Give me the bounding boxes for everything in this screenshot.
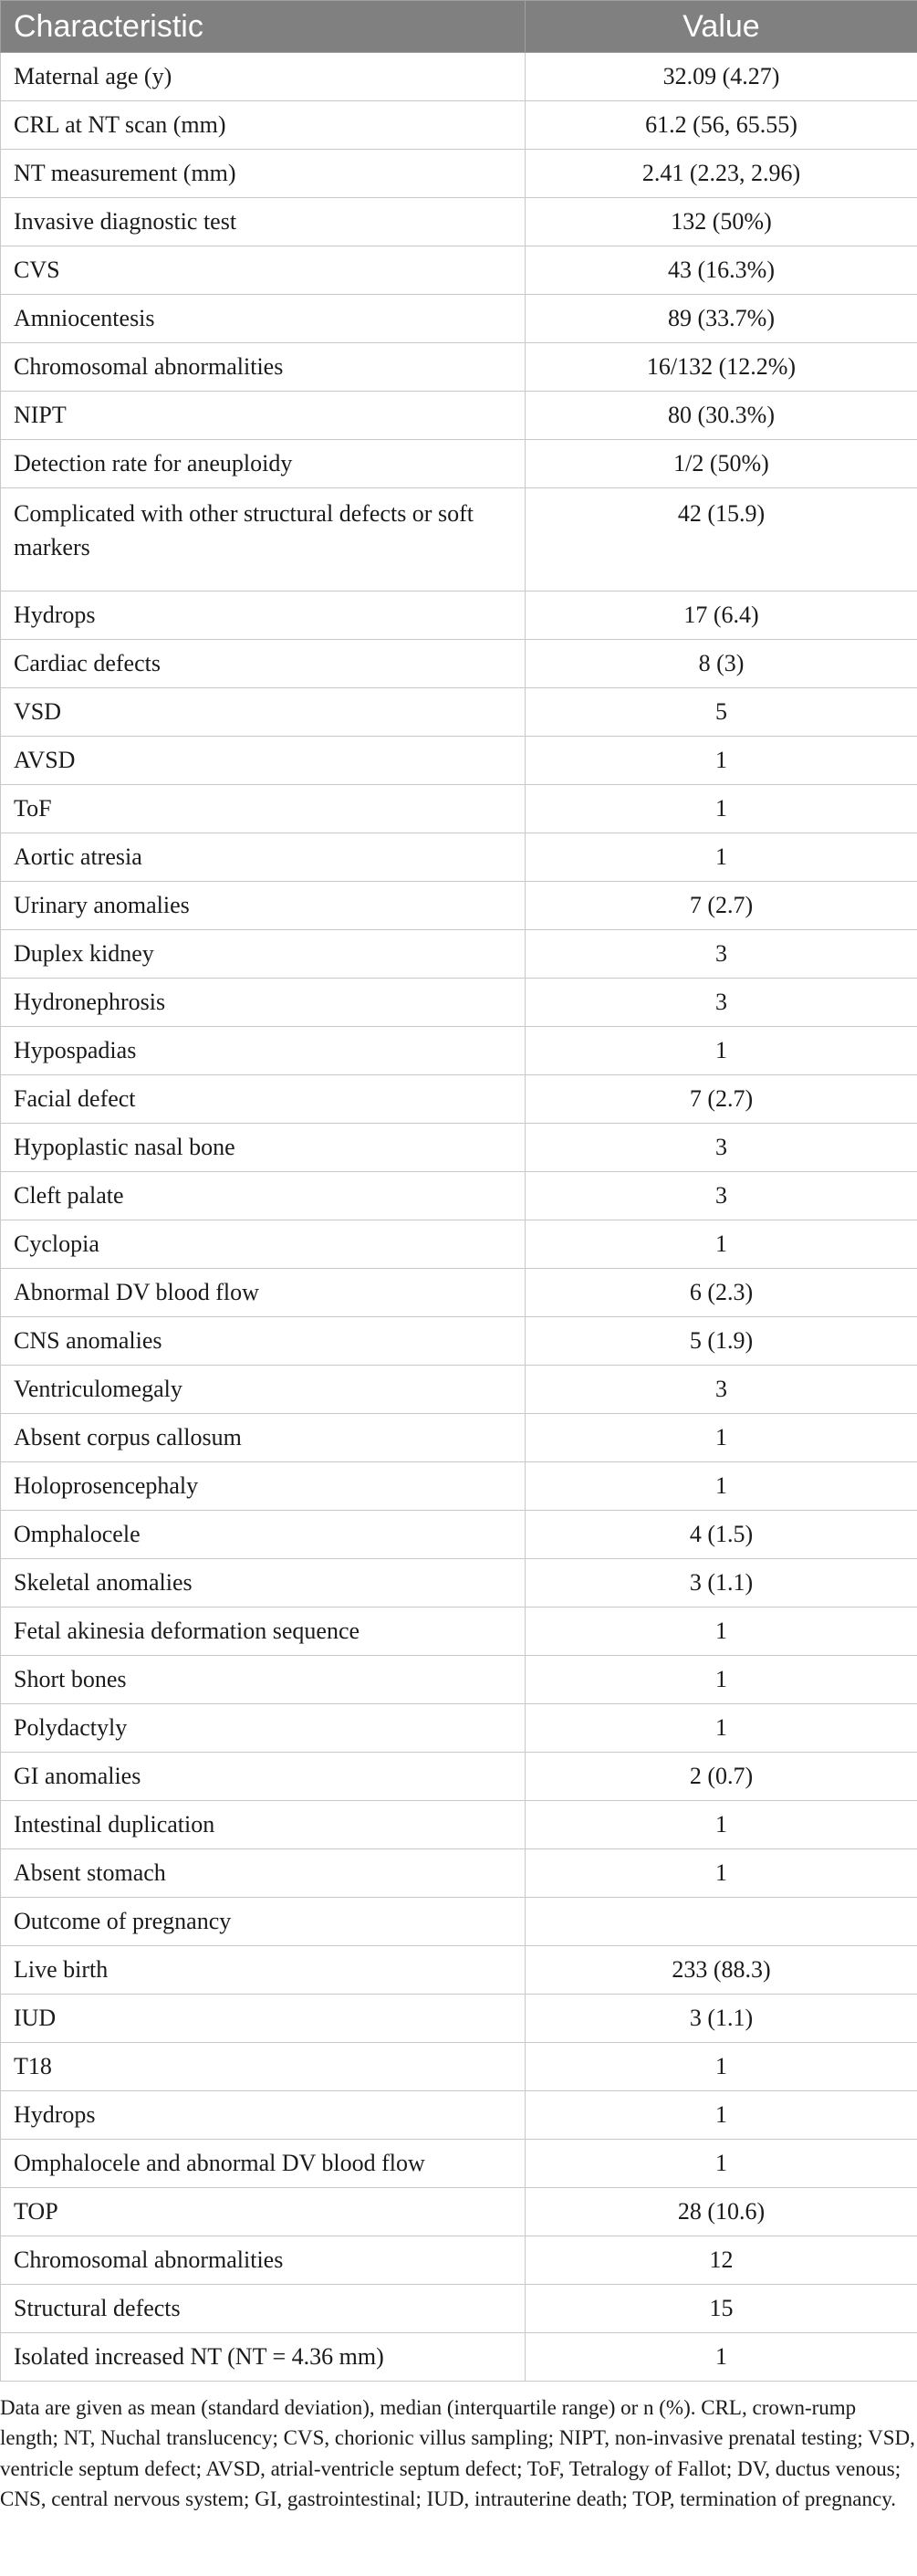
table-row [1,1559,917,1607]
value-cell: 1/2 (50%) [526,440,917,488]
characteristic-cell: Isolated increased NT (NT = 4.36 mm) [1,2333,526,2382]
value-cell: 89 (33.7%) [526,295,917,343]
characteristic-cell: Hypospadias [1,1027,526,1075]
table-row [1,1607,917,1656]
table-row [1,1849,917,1898]
characteristic-cell: Hydronephrosis [1,979,526,1027]
table-row [1,1704,917,1753]
value-cell: 5 (1.9) [526,1317,917,1366]
table-row [1,53,917,101]
characteristic-cell: Fetal akinesia deformation sequence [1,1607,526,1656]
characteristic-cell: VSD [1,688,526,737]
table-row [1,930,917,979]
characteristic-cell: Complicated with other structural defects or soft markers [1,488,526,592]
header-characteristic: Characteristic [1,1,526,53]
characteristic-cell: Amniocentesis [1,295,526,343]
value-cell: 15 [526,2285,917,2333]
table-header [1,1,917,53]
table-row [1,1946,917,1995]
table-row [1,1366,917,1414]
table-row [1,488,917,592]
header-value: Value [526,1,917,53]
characteristic-cell: Omphalocele and abnormal DV blood flow [1,2140,526,2188]
characteristic-cell: ToF [1,785,526,833]
table-row [1,1414,917,1462]
characteristic-cell: Short bones [1,1656,526,1704]
value-cell: 1 [526,737,917,785]
value-cell: 42 (15.9) [526,488,917,592]
value-cell: 80 (30.3%) [526,392,917,440]
value-cell: 3 [526,979,917,1027]
value-cell: 1 [526,1704,917,1753]
characteristic-cell: Hydrops [1,592,526,640]
value-cell: 17 (6.4) [526,592,917,640]
value-cell: 233 (88.3) [526,1946,917,1995]
value-cell: 3 [526,1172,917,1220]
value-cell: 1 [526,1414,917,1462]
table-row [1,2043,917,2091]
table-row [1,2140,917,2188]
value-cell: 3 [526,1366,917,1414]
value-cell: 32.09 (4.27) [526,53,917,101]
table-row [1,833,917,882]
value-cell: 1 [526,2091,917,2140]
characteristic-cell: CNS anomalies [1,1317,526,1366]
table-row [1,198,917,246]
table-row [1,2236,917,2285]
table-row [1,1172,917,1220]
table-row [1,1656,917,1704]
characteristic-cell: Facial defect [1,1075,526,1124]
value-cell: 1 [526,1462,917,1511]
table-row [1,1753,917,1801]
characteristic-cell: Structural defects [1,2285,526,2333]
characteristic-cell: Aortic atresia [1,833,526,882]
characteristic-cell: Chromosomal abnormalities [1,343,526,392]
value-cell: 1 [526,785,917,833]
value-cell: 61.2 (56, 65.55) [526,101,917,150]
value-cell: 1 [526,1849,917,1898]
characteristic-cell: TOP [1,2188,526,2236]
table-row [1,1317,917,1366]
characteristic-cell: Absent stomach [1,1849,526,1898]
characteristic-cell: Live birth [1,1946,526,1995]
characteristic-cell: Holoprosencephaly [1,1462,526,1511]
table-row [1,1269,917,1317]
characteristic-cell: Omphalocele [1,1511,526,1559]
table-row [1,295,917,343]
characteristic-cell: Abnormal DV blood flow [1,1269,526,1317]
table-row [1,1027,917,1075]
value-cell: 5 [526,688,917,737]
characteristic-cell: Hypoplastic nasal bone [1,1124,526,1172]
value-cell: 6 (2.3) [526,1269,917,1317]
value-cell: 1 [526,833,917,882]
value-cell: 43 (16.3%) [526,246,917,295]
table-row [1,1511,917,1559]
value-cell: 1 [526,2333,917,2382]
characteristic-cell: Ventriculomegaly [1,1366,526,1414]
table-row [1,882,917,930]
characteristic-cell: Absent corpus callosum [1,1414,526,1462]
characteristic-cell: Intestinal duplication [1,1801,526,1849]
value-cell: 3 [526,1124,917,1172]
value-cell: 1 [526,1801,917,1849]
table-row [1,1801,917,1849]
value-cell: 1 [526,1656,917,1704]
table-row [1,1124,917,1172]
characteristic-cell: Urinary anomalies [1,882,526,930]
characteristic-cell: T18 [1,2043,526,2091]
characteristic-cell: Cyclopia [1,1220,526,1269]
table-row [1,737,917,785]
value-cell: 1 [526,1027,917,1075]
characteristic-cell: CVS [1,246,526,295]
table-row [1,2091,917,2140]
value-cell [526,1898,917,1946]
value-cell: 3 (1.1) [526,1995,917,2043]
table-row [1,246,917,295]
characteristic-cell: IUD [1,1995,526,2043]
table-row [1,2333,917,2382]
table-row [1,1462,917,1511]
table-row [1,1075,917,1124]
characteristic-cell: Detection rate for aneuploidy [1,440,526,488]
value-cell: 12 [526,2236,917,2285]
table-row [1,688,917,737]
value-cell: 2 (0.7) [526,1753,917,1801]
characteristic-cell: NIPT [1,392,526,440]
table-footnote: Data are given as mean (standard deviation), median (interquartile range) or n (%). CRL, crown-rump length; NT, Nuchal translucency; CVS, chorionic villus sampling; NIPT, non-invasive prenatal testing; VSD, ventricle septum defect; AVSD, atrial-ventricle septum defect; ToF, Tetralogy of Fallot; DV, ductus venous; CNS, central nervous system; GI, gastrointestinal; IUD, intrauterine death; TOP, termination of pregnancy. [0,2396,915,2511]
table-row [1,150,917,198]
value-cell: 8 (3) [526,640,917,688]
table-row [1,2188,917,2236]
table-row [1,1995,917,2043]
table-row [1,392,917,440]
value-cell: 4 (1.5) [526,1511,917,1559]
table-row [1,343,917,392]
characteristic-cell: Chromosomal abnormalities [1,2236,526,2285]
value-cell: 3 [526,930,917,979]
characteristic-cell: AVSD [1,737,526,785]
characteristic-cell: NT measurement (mm) [1,150,526,198]
characteristic-cell: GI anomalies [1,1753,526,1801]
value-cell: 16/132 (12.2%) [526,343,917,392]
characteristic-cell: Outcome of pregnancy [1,1898,526,1946]
header-row [1,1,917,53]
value-cell: 7 (2.7) [526,1075,917,1124]
characteristic-cell: Polydactyly [1,1704,526,1753]
table-body [1,53,917,2382]
characteristic-cell: Cardiac defects [1,640,526,688]
characteristic-cell: Cleft palate [1,1172,526,1220]
table-row [1,592,917,640]
characteristic-cell: Hydrops [1,2091,526,2140]
characteristic-cell: CRL at NT scan (mm) [1,101,526,150]
value-cell: 1 [526,2043,917,2091]
value-cell: 3 (1.1) [526,1559,917,1607]
value-cell: 1 [526,2140,917,2188]
characteristic-cell: Skeletal anomalies [1,1559,526,1607]
characteristic-cell: Duplex kidney [1,930,526,979]
value-cell: 2.41 (2.23, 2.96) [526,150,917,198]
table-row [1,2285,917,2333]
table-row [1,640,917,688]
table-row [1,785,917,833]
value-cell: 7 (2.7) [526,882,917,930]
value-cell: 1 [526,1220,917,1269]
table-row [1,101,917,150]
table-row [1,1898,917,1946]
value-cell: 1 [526,1607,917,1656]
characteristic-cell: Maternal age (y) [1,53,526,101]
characteristic-cell: Invasive diagnostic test [1,198,526,246]
value-cell: 28 (10.6) [526,2188,917,2236]
value-cell: 132 (50%) [526,198,917,246]
table-row [1,979,917,1027]
table-row [1,1220,917,1269]
table-row [1,440,917,488]
